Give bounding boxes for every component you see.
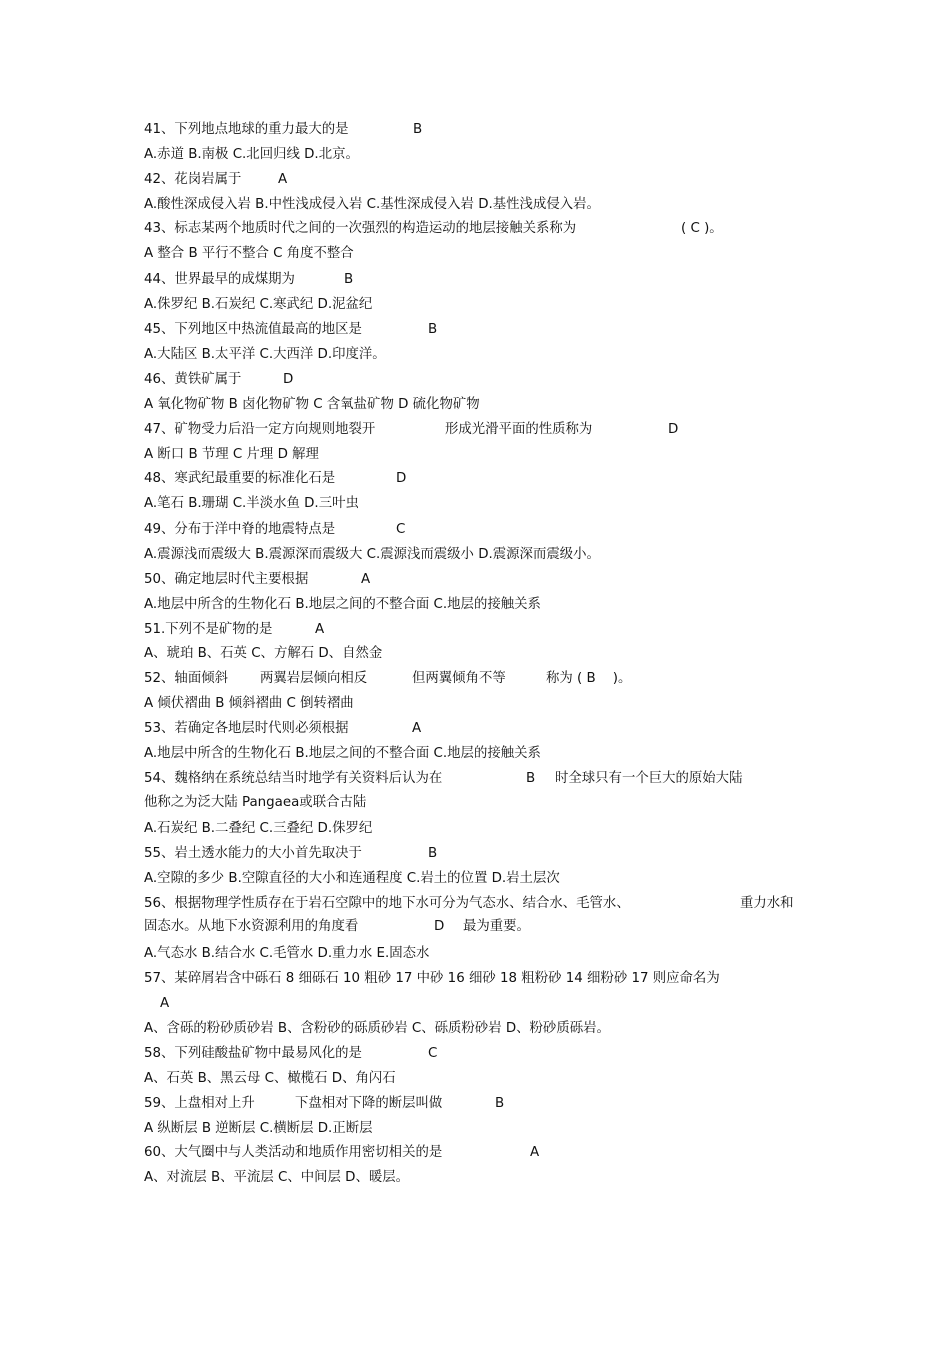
question-text-tail: 时全球只有一个巨大的原始大陆: [555, 771, 743, 786]
options-59: A 纵断层 B 逆断层 C.横断层 D.正断层: [144, 1121, 373, 1136]
question-text: 54、魏格纳在系统总结当时地学有关资料后认为在: [144, 771, 443, 786]
question-55: [144, 845, 438, 863]
question-text: 55、岩土透水能力的大小首先取决于: [144, 846, 362, 861]
question-text-tail: 重力水和: [740, 896, 794, 911]
options-54: A.石炭纪 B.二叠纪 C.三叠纪 D.侏罗纪: [144, 821, 373, 836]
answer: B: [344, 272, 354, 287]
question-59: [144, 1095, 505, 1113]
options-60: A、对流层 B、平流层 C、中间层 D、暖层。: [144, 1170, 410, 1185]
question-53: [144, 720, 422, 738]
options-41: A.赤道 B.南极 C.北回归线 D.北京。: [144, 147, 359, 162]
options-46: A 氧化物矿物 B 卤化物矿物 C 含氧盐矿物 D 硫化物矿物: [144, 397, 480, 412]
answer: A: [412, 721, 422, 736]
answer: B: [413, 122, 423, 137]
options-44: A.侏罗纪 B.石炭纪 C.寒武纪 D.泥盆纪: [144, 297, 373, 312]
answer: ( C )。: [681, 221, 723, 236]
answer: D: [434, 919, 445, 934]
question-60: [144, 1144, 540, 1162]
question-text: 48、寒武纪最重要的标准化石是: [144, 471, 336, 486]
options-43: A 整合 B 平行不整合 C 角度不整合: [144, 246, 354, 261]
question-text: 44、世界最早的成煤期为: [144, 272, 295, 287]
options-47: A 断口 B 节理 C 片理 D 解理: [144, 447, 319, 462]
question-text: 46、黄铁矿属于: [144, 372, 242, 387]
answer: A: [361, 572, 371, 587]
question-41: [144, 121, 423, 139]
question-text-part2: 两翼岩层倾向相反: [260, 671, 368, 686]
answer: D: [396, 471, 407, 486]
options-50: A.地层中所含的生物化石 B.地层之间的不整合面 C.地层的接触关系: [144, 597, 541, 612]
question-text: 58、下列硅酸盐矿物中最易风化的是: [144, 1046, 362, 1061]
question-51: [144, 621, 325, 639]
question-text: 41、下列地点地球的重力最大的是: [144, 122, 349, 137]
options-55: A.空隙的多少 B.空隙直径的大小和连通程度 C.岩土的位置 D.岩土层次: [144, 871, 560, 886]
answer: A: [278, 172, 288, 187]
question-text-part3: 但两翼倾角不等: [412, 671, 506, 686]
options-42: A.酸性深成侵入岩 B.中性浅成侵入岩 C.基性深成侵入岩 D.基性浅成侵入岩。: [144, 197, 600, 212]
question-54-line2: 他称之为泛大陆 Pangaea或联合古陆: [144, 795, 367, 810]
answer: C: [396, 522, 406, 537]
question-47: [144, 421, 679, 439]
question-text: 45、下列地区中热流值最高的地区是: [144, 322, 362, 337]
question-text: 固态水。从地下水资源利用的角度看: [144, 919, 359, 934]
question-text: 59、上盘相对上升: [144, 1096, 255, 1111]
question-text: 53、若确定各地层时代则必须根据: [144, 721, 349, 736]
options-57: A、含砾的粉砂质砂岩 B、含粉砂的砾质砂岩 C、砾质粉砂岩 D、粉砂质砾岩。: [144, 1021, 610, 1036]
question-50: [144, 571, 371, 589]
question-45: [144, 321, 438, 339]
question-text-part2: 下盘相对下降的断层叫做: [295, 1096, 443, 1111]
answer: B: [428, 846, 438, 861]
question-43: [144, 220, 723, 238]
question-text: 56、根据物理学性质存在于岩石空隙中的地下水可分为气态水、结合水、毛管水、: [144, 896, 630, 911]
answer: A: [530, 1145, 540, 1160]
question-57: 57、某碎屑岩含中砾石 8 细砾石 10 粗砂 17 中砂 16 细砂 18 粗粉砂 14 细粉砂 17 则应命名为: [144, 971, 720, 986]
options-45: A.大陆区 B.太平洋 C.大西洋 D.印度洋。: [144, 347, 386, 362]
answer: 称为 ( B )。: [546, 671, 632, 686]
answer: A: [315, 622, 325, 637]
question-text: 47、矿物受力后沿一定方向规则地裂开: [144, 422, 376, 437]
options-58: A、石英 B、黑云母 C、橄榄石 D、角闪石: [144, 1071, 396, 1086]
answer: C: [428, 1046, 438, 1061]
answer-57: A: [160, 996, 170, 1011]
question-58: [144, 1045, 438, 1063]
options-52: A 倾伏褶曲 B 倾斜褶曲 C 倒转褶曲: [144, 696, 354, 711]
answer: D: [668, 422, 679, 437]
question-text: 49、分布于洋中脊的地震特点是: [144, 522, 336, 537]
question-text: 51.下列不是矿物的是: [144, 622, 273, 637]
question-text: 60、大气圈中与人类活动和地质作用密切相关的是: [144, 1145, 443, 1160]
answer: B: [495, 1096, 505, 1111]
question-56: [144, 895, 794, 913]
options-48: A.笔石 B.珊瑚 C.半淡水鱼 D.三叶虫: [144, 496, 359, 511]
options-56: A.气态水 B.结合水 C.毛管水 D.重力水 E.固态水: [144, 946, 430, 961]
answer: D: [283, 372, 294, 387]
question-text-tail: 最为重要。: [463, 919, 530, 934]
question-46: [144, 371, 294, 389]
question-48: [144, 470, 407, 488]
answer: B: [428, 322, 438, 337]
question-56-line2: [144, 918, 530, 936]
question-44: [144, 271, 354, 289]
question-42: [144, 171, 288, 189]
options-49: A.震源浅而震级大 B.震源深而震级大 C.震源浅而震级小 D.震源深而震级小。: [144, 547, 600, 562]
question-text: 43、标志某两个地质时代之间的一次强烈的构造运动的地层接触关系称为: [144, 221, 577, 236]
question-49: [144, 521, 406, 539]
question-text-part2: 形成光滑平面的性质称为: [445, 422, 593, 437]
options-51: A、琥珀 B、石英 C、方解石 D、自然金: [144, 646, 383, 661]
answer: B: [526, 771, 536, 786]
question-text: 50、确定地层时代主要根据: [144, 572, 309, 587]
question-text: 52、轴面倾斜: [144, 671, 228, 686]
question-52: [144, 670, 632, 688]
question-54: [144, 770, 743, 788]
options-53: A.地层中所含的生物化石 B.地层之间的不整合面 C.地层的接触关系: [144, 746, 541, 761]
question-text: 42、花岗岩属于: [144, 172, 242, 187]
